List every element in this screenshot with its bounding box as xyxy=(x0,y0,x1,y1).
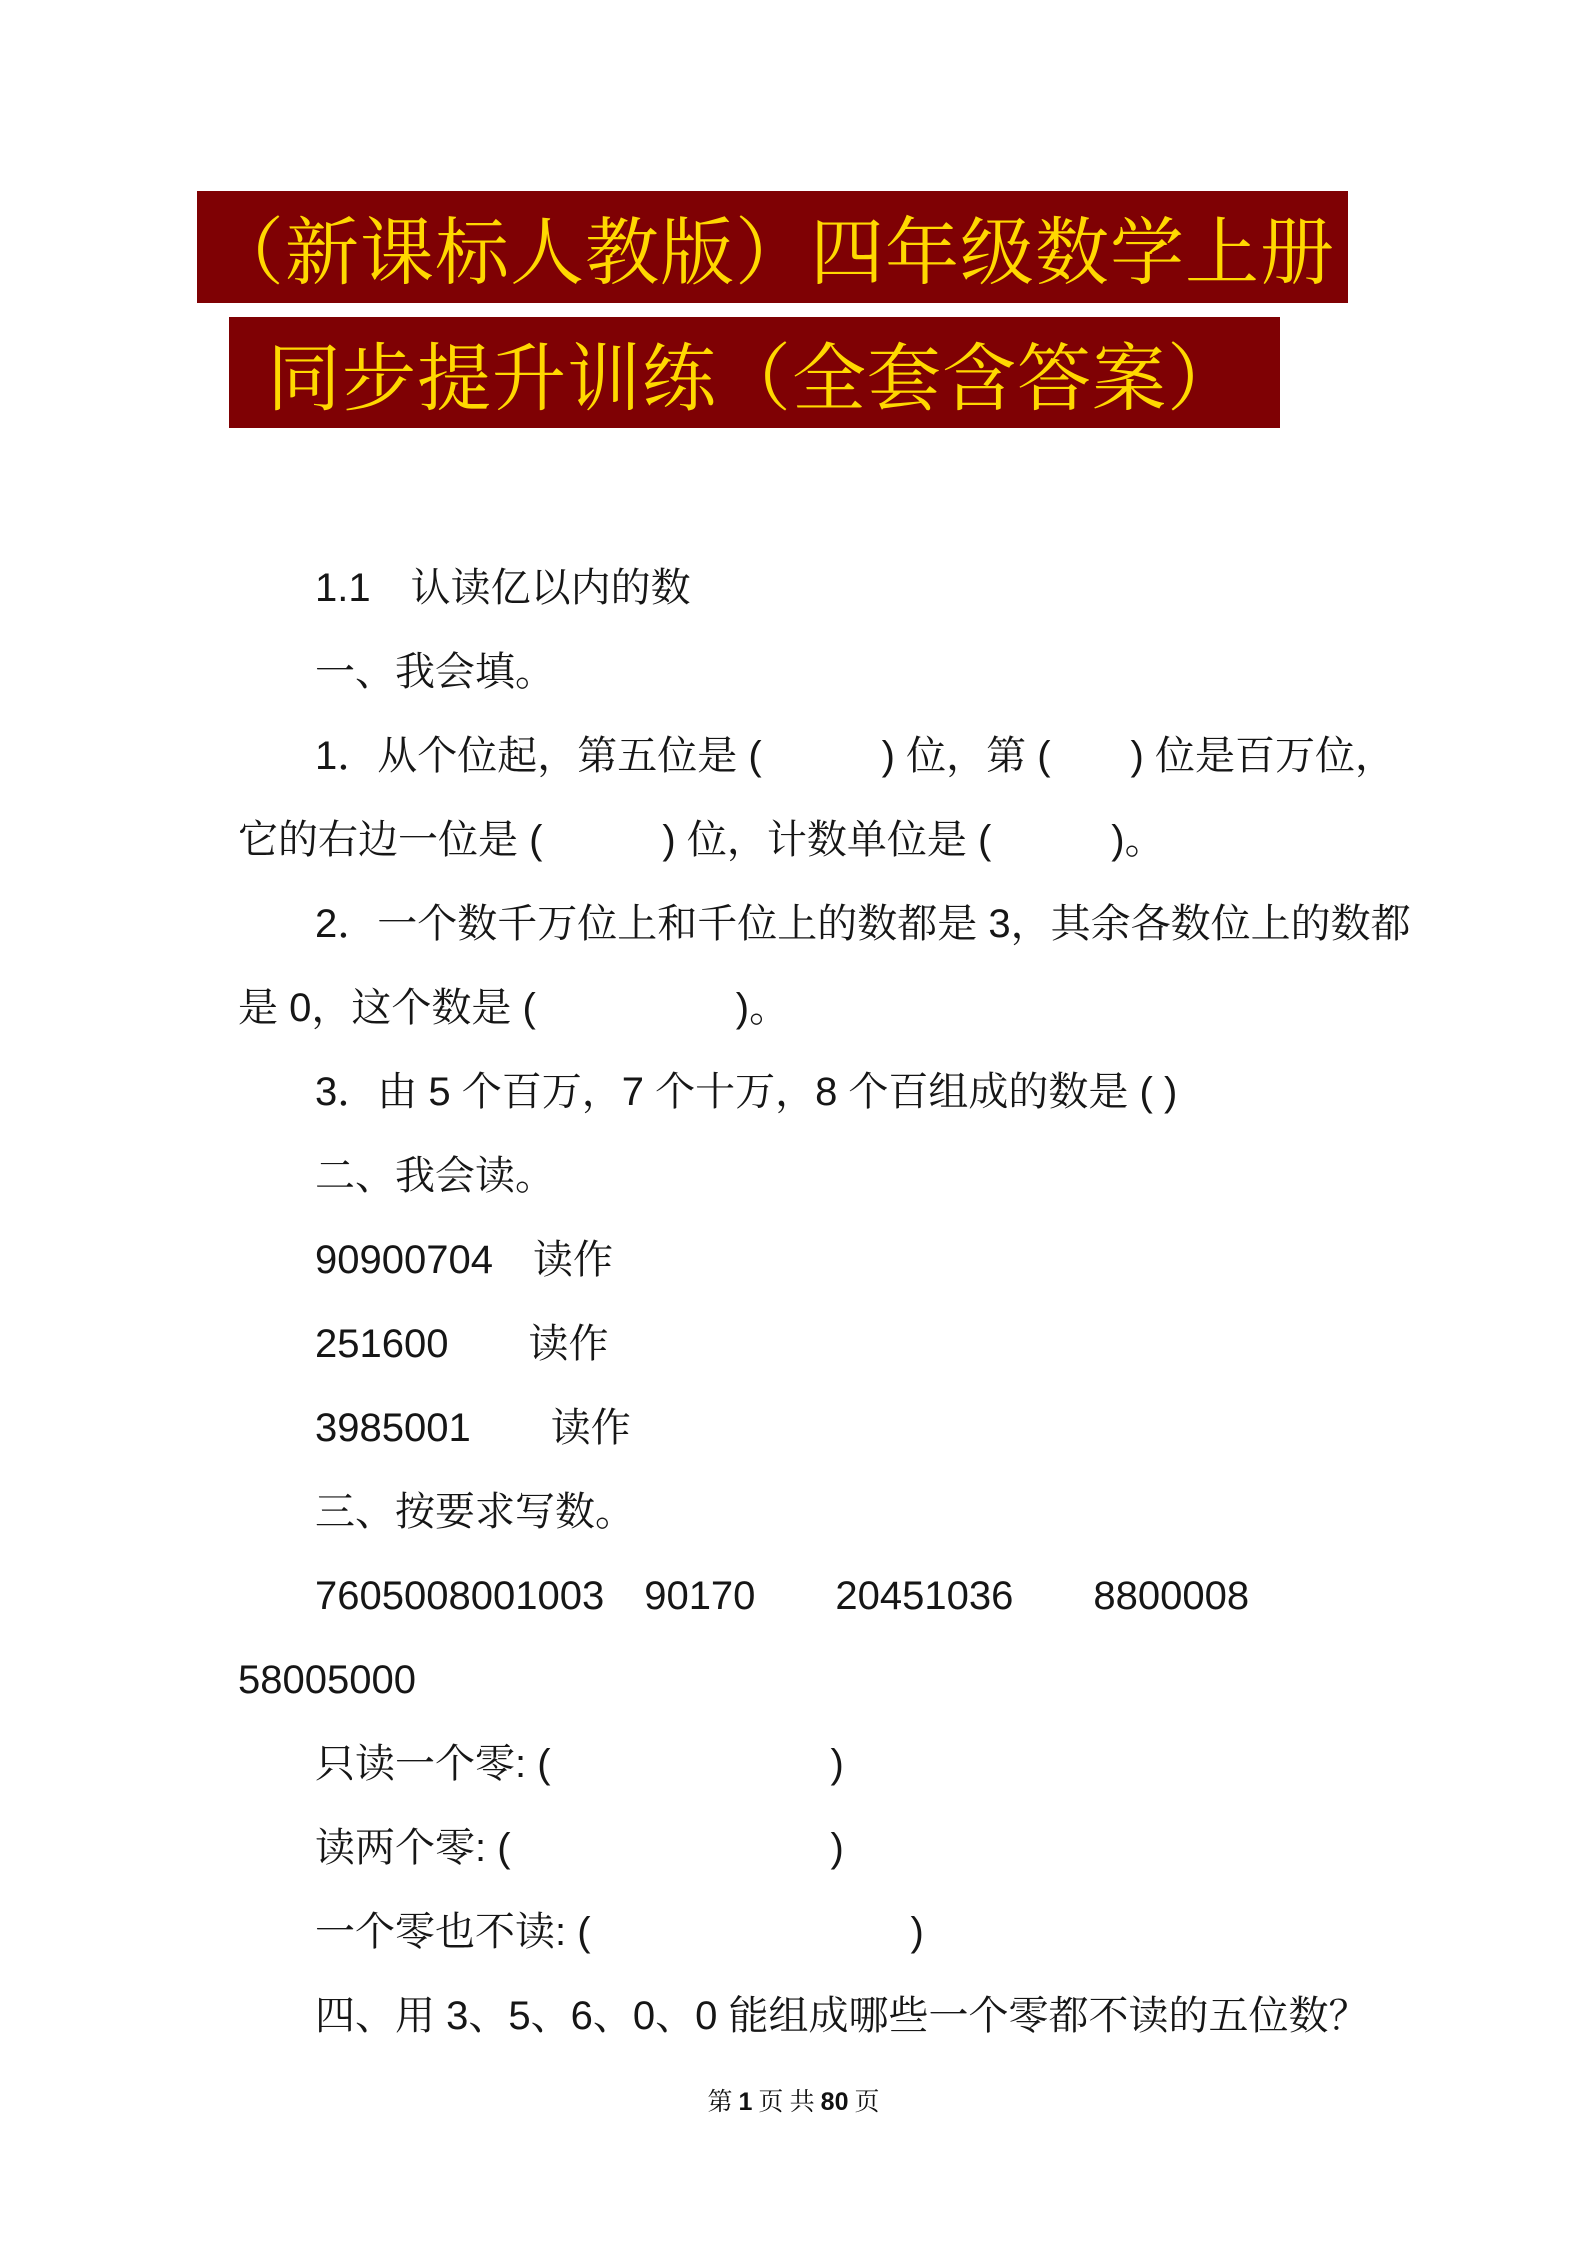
part4-heading: 四、用 3、5、6、0、0 能组成哪些一个零都不读的五位数？ xyxy=(315,1994,1369,2038)
number-list-line1: 7605008001003 90170 20451036 8800008 xyxy=(315,1574,1250,1618)
read-number-1: 90900704 读作 xyxy=(315,1238,613,1282)
footer-total-pages: 80 xyxy=(820,2088,849,2116)
blank-two-zeros: 读两个零: ( ) xyxy=(315,1826,844,1870)
page-footer xyxy=(0,2082,1587,2118)
section-heading: 1.1 认读亿以内的数 xyxy=(315,566,691,610)
q2-line1: 2．一个数千万位上和千位上的数都是 3，其余各数位上的数都 xyxy=(315,902,1411,946)
read-number-3: 3985001 读作 xyxy=(315,1406,631,1450)
q2-line2: 是 0，这个数是 ( )。 xyxy=(238,986,790,1030)
part3-heading: 三、按要求写数。 xyxy=(315,1490,635,1534)
footer-suffix: 页 xyxy=(854,2089,880,2116)
blank-no-zero: 一个零也不读: ( ) xyxy=(315,1910,924,1954)
part2-heading: 二、我会读。 xyxy=(315,1154,555,1198)
title-line2-text: 同步提升训练（全套含答案） xyxy=(267,336,1242,420)
title-banner-line2 xyxy=(229,317,1280,428)
q1-line2: 它的右边一位是 ( ) 位，计数单位是 ( )。 xyxy=(238,818,1165,862)
read-number-2: 251600 读作 xyxy=(315,1322,609,1366)
title-line1-text: （新课标人教版）四年级数学上册 xyxy=(210,211,1335,294)
footer-prefix: 第 xyxy=(707,2089,733,2116)
title-banner-line1 xyxy=(197,191,1348,303)
worksheet-body xyxy=(0,546,1587,2058)
part1-heading: 一、我会填。 xyxy=(315,650,555,694)
footer-page-number: 1 xyxy=(738,2088,753,2116)
q3-line: 3．由 5 个百万，7 个十万，8 个百组成的数是 ( ) xyxy=(315,1070,1178,1114)
number-list-line2: 58005000 xyxy=(238,1658,416,1702)
footer-middle: 页 共 xyxy=(758,2089,815,2116)
blank-one-zero: 只读一个零: ( ) xyxy=(315,1742,844,1786)
q1-line1: 1．从个位起，第五位是 ( ) 位，第 ( ) 位是百万位， xyxy=(315,734,1395,778)
